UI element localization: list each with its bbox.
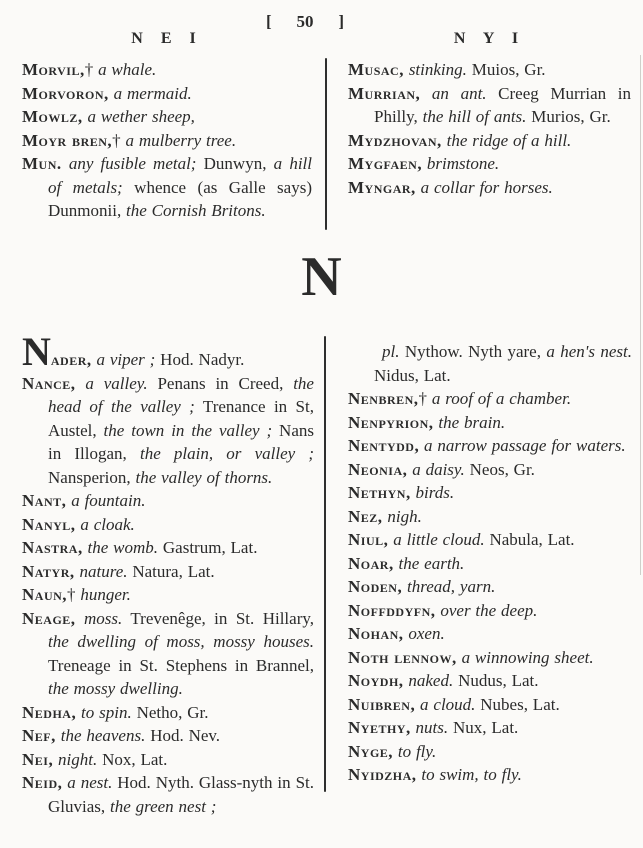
dictionary-entry — [348, 340, 632, 387]
entry-text-segment: Noth lennow, — [348, 647, 457, 667]
entry-text-segment: birds. — [410, 483, 455, 502]
dictionary-entry — [348, 622, 632, 646]
entry-text-segment: over the deep. — [435, 600, 538, 620]
entry-text-segment: nature. — [74, 561, 128, 581]
entry-text-segment: the ridge of a hill. — [441, 130, 572, 150]
dictionary-entry — [22, 82, 312, 106]
bottom-right-column — [348, 340, 632, 787]
entry-text-segment: Nidus, Lat. — [374, 365, 451, 385]
column-divider-top — [325, 58, 327, 230]
entry-text-segment: Penans in Creed, — [147, 373, 294, 393]
entry-text-segment: the head of the valley ; — [48, 373, 314, 416]
entry-text-segment: Nyidzha, — [348, 765, 417, 784]
entry-text-segment: Murrian, — [348, 83, 421, 103]
entry-text-segment: Nant, — [22, 491, 67, 510]
entry-text-segment: Nanyl, — [22, 514, 76, 534]
column-divider-bottom — [324, 336, 326, 792]
entry-text-segment: a valley. — [75, 373, 148, 393]
entry-text-segment: Muios, Gr. — [466, 60, 546, 79]
dictionary-entry — [348, 599, 632, 623]
dictionary-entry — [22, 129, 312, 153]
entry-text-segment: Nythow. Nyth yare, — [399, 342, 547, 361]
entry-text-segment: hunger. — [75, 585, 131, 604]
entry-text-segment: the dwelling of moss, mossy houses. — [48, 632, 314, 651]
entry-text-segment: a daisy. — [407, 459, 465, 479]
entry-text-segment: Mydzhovan, — [348, 130, 442, 150]
entry-text-segment: the Cornish Britons. — [126, 201, 266, 220]
scan-page-edge-line — [640, 55, 641, 575]
dictionary-entry — [22, 724, 314, 748]
entry-text-segment: Nuibren, — [348, 694, 416, 714]
entry-text-segment: † — [112, 130, 121, 150]
entry-text-segment: † — [84, 60, 94, 79]
dictionary-entry — [348, 434, 632, 458]
entry-text-segment: Nohan, — [348, 624, 404, 643]
dictionary-entry — [22, 489, 314, 513]
entry-text-segment: Hod. Nadyr. — [155, 350, 245, 369]
entry-text-segment: Nentydd, — [348, 436, 420, 455]
page-number — [266, 12, 344, 32]
entry-text-segment: brimstone. — [422, 154, 500, 173]
entry-text-segment: the plain, or valley ; — [139, 444, 315, 463]
entry-text-segment: Nans in Illogan, — [48, 420, 315, 463]
entry-text-segment: Neage, — [22, 608, 76, 628]
dictionary-entry — [22, 152, 312, 223]
entry-text-segment: Noffddyfn, — [348, 600, 436, 620]
entry-text-segment: Hod. Nev. — [145, 726, 221, 745]
dictionary-entry — [22, 58, 312, 82]
entry-text-segment: a cloak. — [75, 514, 135, 534]
entry-text-segment: Neonia, — [348, 459, 408, 479]
entry-text-segment: the womb. — [82, 538, 159, 557]
bottom-left-column — [22, 329, 315, 818]
entry-text-segment: Nenbren, — [348, 389, 419, 408]
entry-text-segment: Moyr bren, — [22, 130, 113, 150]
entry-text-segment: a hill of metals; — [48, 154, 312, 197]
dictionary-entry — [22, 329, 314, 374]
entry-text-segment: the heavens. — [55, 726, 146, 745]
entry-text-segment: Mygfaen, — [348, 154, 423, 173]
entry-text-segment: Naun, — [22, 585, 68, 604]
entry-text-segment: Hod. Nyth. Glass-nyth in St. Gluvias, — [48, 773, 314, 816]
dictionary-entry — [22, 372, 314, 490]
entry-text-segment: to spin. — [76, 702, 132, 722]
entry-text-segment: the hill of ants. — [422, 107, 527, 126]
dictionary-entry — [348, 575, 632, 599]
dictionary-entry — [348, 387, 632, 411]
entry-text-segment: Nubes, Lat. — [475, 694, 560, 714]
dictionary-entry — [348, 176, 631, 200]
entry-text-segment: † — [418, 389, 428, 408]
entry-text-segment: Niul, — [348, 530, 389, 549]
entry-text-segment: Mun. — [22, 154, 62, 173]
dictionary-entry — [348, 763, 632, 787]
dictionary-entry — [22, 536, 314, 560]
entry-text-segment: Nyge, — [348, 741, 394, 761]
entry-text-segment: an ant. — [420, 83, 487, 103]
entry-text-segment: nuts. — [410, 718, 449, 737]
entry-text-segment: a little cloud. — [388, 530, 485, 549]
entry-text-segment: Nef, — [22, 726, 56, 745]
entry-text-segment: a collar for horses. — [415, 177, 553, 197]
entry-text-segment: Noden, — [348, 577, 403, 596]
page-number-value: 50 — [296, 12, 314, 31]
dictionary-entry — [348, 152, 631, 176]
entry-text-segment: the mossy dwelling. — [48, 679, 183, 698]
entry-text-segment: a roof of a chamber. — [427, 389, 572, 408]
entry-text-segment: the valley of thorns. — [135, 467, 273, 487]
entry-text-segment: Nenpyrion, — [348, 412, 434, 432]
entry-text-segment: a nest. — [62, 773, 113, 792]
entry-text-segment: † — [67, 585, 76, 604]
entry-text-segment: a whale. — [93, 60, 157, 79]
section-letter: N — [301, 246, 342, 308]
entry-text-segment: Netho, Gr. — [131, 702, 209, 722]
dictionary-entry — [348, 669, 632, 693]
dictionary-entry — [348, 481, 632, 505]
entry-text-segment: Myngar, — [348, 177, 416, 197]
entry-text-segment: Nansperion, — [48, 467, 136, 487]
entry-text-segment: the town in the valley ; — [103, 420, 273, 440]
dictionary-entry — [22, 748, 314, 772]
entry-text-segment: nigh. — [382, 506, 422, 526]
dictionary-entry — [348, 716, 632, 740]
entry-text-segment: Noar, — [348, 553, 394, 573]
entry-text-segment: oxen. — [403, 624, 445, 643]
dictionary-entry — [22, 105, 312, 129]
entry-text-segment: Nance, — [22, 373, 76, 393]
entry-text-segment: the brain. — [433, 412, 506, 432]
dictionary-entry — [348, 58, 631, 82]
entry-text-segment: Neid, — [22, 773, 63, 792]
entry-text-segment: Natura, Lat. — [127, 561, 215, 581]
dictionary-entry — [22, 701, 314, 725]
dictionary-entry — [348, 528, 632, 552]
dictionary-entry — [348, 693, 632, 717]
entry-text-segment: Neos, Gr. — [464, 459, 535, 479]
dictionary-entry — [348, 740, 632, 764]
entry-text-segment: Morvil, — [22, 60, 85, 79]
entry-text-segment: a viper ; — [91, 350, 156, 369]
entry-text-segment: Musac, — [348, 60, 404, 79]
entry-text-segment: a winnowing sheet. — [456, 647, 594, 667]
entry-text-segment: to swim, to fly. — [416, 765, 522, 784]
top-left-column — [22, 58, 312, 223]
dictionary-entry — [22, 607, 314, 701]
entry-text-segment: Noydh, — [348, 671, 404, 690]
entry-text-segment: to fly. — [393, 741, 437, 761]
drop-cap-letter: N — [22, 329, 51, 374]
entry-text-segment: Nei, — [22, 749, 54, 769]
entry-text-segment: Mowlz, — [22, 107, 83, 126]
dictionary-entry — [22, 513, 314, 537]
entry-text-segment: a wether sheep, — [82, 107, 195, 126]
entry-text-segment: Nez, — [348, 506, 383, 526]
dictionary-entry — [22, 583, 314, 607]
entry-text-segment: a fountain. — [66, 491, 146, 510]
page-number-open-bracket: [ — [266, 12, 272, 31]
entry-text-segment: Morvoron, — [22, 83, 109, 103]
entry-text-segment: Nabula, Lat. — [484, 530, 575, 549]
entry-text-segment: a mermaid. — [108, 83, 192, 103]
entry-text-segment: moss. — [75, 608, 123, 628]
dictionary-entry — [348, 129, 631, 153]
entry-text-segment: Trenance in St, Austel, — [48, 397, 314, 440]
entry-text-segment: the green nest ; — [109, 796, 217, 816]
dictionary-entry — [348, 411, 632, 435]
entry-text-segment: the earth. — [393, 553, 465, 573]
dictionary-entry — [22, 771, 314, 818]
entry-text-segment: Creeg Murrian in Philly, — [374, 83, 631, 126]
entry-text-segment: Nox, Lat. — [97, 749, 168, 769]
dictionary-entry — [348, 82, 631, 129]
entry-text-segment: a hen's nest. — [546, 342, 632, 361]
entry-text-segment: Gastrum, Lat. — [158, 538, 258, 557]
entry-text-segment: a mulberry tree. — [120, 130, 237, 150]
entry-text-segment: Trevenêge, in St. Hillary, — [122, 608, 314, 628]
dictionary-entry — [348, 646, 632, 670]
entry-text-segment: night. — [53, 749, 98, 769]
entry-text-segment: Dunwyn, — [203, 154, 274, 173]
dictionary-entry — [22, 560, 314, 584]
dictionary-entry — [348, 505, 632, 529]
entry-text-segment: whence (as Galle says) Dunmonii, — [48, 177, 312, 220]
running-head-left: N E I — [131, 30, 203, 47]
entry-text-segment: pl. — [382, 342, 400, 361]
entry-text-segment: Nedha, — [22, 702, 77, 722]
entry-text-segment: stinking. — [403, 60, 467, 79]
entry-text-segment: Nastra, — [22, 538, 83, 557]
entry-text-segment: ader, — [50, 350, 92, 369]
page-number-close-bracket: ] — [338, 12, 344, 31]
top-right-column — [348, 58, 631, 199]
dictionary-entry — [348, 458, 632, 482]
entry-text-segment: Nudus, Lat. — [453, 671, 539, 690]
entry-text-segment: a narrow passage for waters. — [419, 436, 626, 455]
entry-text-segment: a cloud. — [415, 694, 476, 714]
entry-text-segment: Treneage in St. Stephens in Brannel, — [48, 655, 314, 675]
entry-text-segment: naked. — [403, 671, 454, 690]
running-head-right: N Y I — [453, 30, 526, 47]
entry-text-segment: thread, yarn. — [402, 577, 496, 596]
entry-text-segment: Nyethy, — [348, 718, 411, 737]
dictionary-entry — [348, 552, 632, 576]
entry-text-segment: Nethyn, — [348, 483, 411, 502]
entry-text-segment: Murios, Gr. — [526, 107, 611, 126]
entry-text-segment: any fusible metal; — [61, 154, 204, 173]
entry-text-segment: Nux, Lat. — [448, 718, 519, 737]
entry-text-segment: Natyr, — [22, 561, 75, 581]
